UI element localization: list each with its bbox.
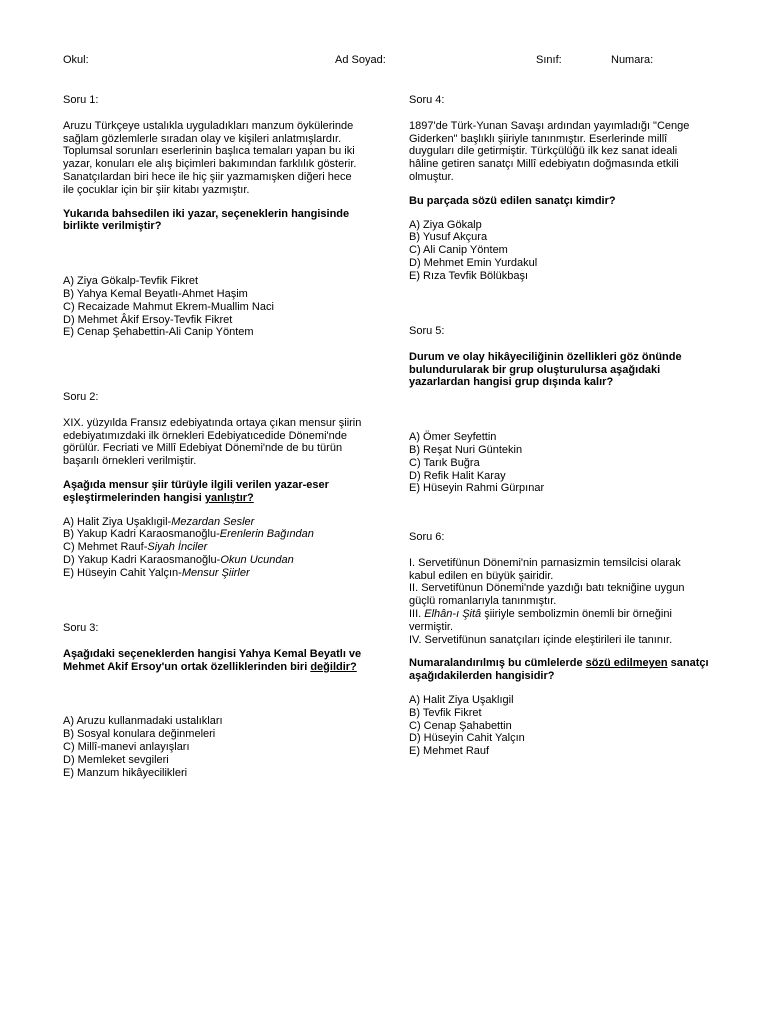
option-a[interactable]: A) Ziya Gökalp <box>409 218 482 231</box>
question-5 <box>409 325 709 531</box>
option-d[interactable]: D) Refik Halit Karay <box>409 469 506 482</box>
option-d[interactable]: D) Mehmet Emin Yurdakul <box>409 256 538 269</box>
question-1-label: Soru 1: <box>63 94 99 106</box>
question-6-label: Soru 6: <box>409 531 445 543</box>
question-3-prompt-emphasis: değildir? <box>310 660 357 673</box>
question-6-statements <box>409 557 709 647</box>
question-1-prompt: Yukarıda bahsedilen iki yazar, seçeneklerin hangisinde birlikte verilmiştir? <box>63 207 350 233</box>
question-2-label: Soru 2: <box>63 391 99 403</box>
class-label: Sınıf: <box>536 54 562 66</box>
statement-2: II. Servetifünun Dönemi'nde yazdığı batı tekniğine uygun güçlü romanlarıyla tanınmıştır. <box>409 582 685 608</box>
option-d[interactable] <box>63 554 363 567</box>
question-3-options <box>63 715 363 779</box>
number-label: Numara: <box>611 54 654 66</box>
question-5-prompt: Durum ve olay hikâyeciliğinin özellikleri göz önünde bulundurularak bir grup oluşturulursa aşağıdaki yazarlardan hangisi grup dışında kalır? <box>409 350 682 389</box>
option-d[interactable]: D) Hüseyin Cahit Yalçın <box>409 732 525 745</box>
option-a[interactable]: A) Ziya Gökalp-Tevfik Fikret <box>63 275 199 288</box>
question-5-options <box>409 431 709 495</box>
question-4-text: 1897'de Türk-Yunan Savaşı ardından yayımladığı "Cenge Giderken" başlıklı şiiriyle tanınmıştır. Eserlerinde millî duyguları dile getirmiştir. Türkçülüğü ilk kez sanat ideali hâline getiren sanatçı Millî edebiyatın doğmasında etkili olmuştur. <box>409 119 690 183</box>
option-author: D) Yakup Kadri Karaosmanoğlu- <box>63 553 221 566</box>
option-d[interactable]: D) Mehmet Âkif Ersoy-Tevfik Fikret <box>63 313 233 326</box>
question-6-prompt-text: Numaralandırılmış bu cümlelerde <box>409 657 586 670</box>
question-2 <box>63 391 363 622</box>
statement-3 <box>409 608 709 634</box>
option-e[interactable]: E) Cenap Şehabettin-Ali Canip Yöntem <box>63 326 254 339</box>
right-column <box>409 94 709 758</box>
question-6-prompt-tail: sanatçı aşağıdakilerden hangisidir? <box>409 657 709 683</box>
option-b[interactable]: B) Reşat Nuri Güntekin <box>409 443 523 456</box>
option-c[interactable]: C) Millî-manevi anlayışları <box>63 740 190 753</box>
option-e[interactable] <box>63 567 363 580</box>
question-6-prompt-emphasis: sözü edilmeyen <box>585 657 668 670</box>
option-b[interactable]: B) Tevfik Fikret <box>409 706 482 719</box>
question-4-prompt: Bu parçada sözü edilen sanatçı kimdir? <box>409 194 616 207</box>
option-d[interactable]: D) Memleket sevgileri <box>63 753 169 766</box>
question-2-prompt-text: Aşağıda mensur şiir türüyle ilgili verilen yazar-eser eşleştirmelerinden hangisi <box>63 478 329 504</box>
statement-4: IV. Servetifünun sanatçıları içinde eleştirileri ile tanınır. <box>409 633 673 646</box>
option-e[interactable]: E) Mehmet Rauf <box>409 745 490 758</box>
statement-3-number: III. <box>409 607 425 620</box>
question-4 <box>409 94 709 325</box>
question-5-label: Soru 5: <box>409 325 445 337</box>
option-a[interactable] <box>63 516 363 529</box>
question-4-options <box>409 219 709 283</box>
statement-3-text: şiiriyle sembolizmin önemli bir örneğini vermiştir. <box>409 607 672 633</box>
question-2-text: XIX. yüzyılda Fransız edebiyatında ortaya çıkan mensur şiirin edebiyatımızdaki ilk örnekleri Edebiyatıcedide Dönemi'nde görülür. Fecriati ve Millî Edebiyat Dönemi'nde de bu türün başarılı örnekleri verilmiştir. <box>63 416 362 468</box>
option-author: B) Yakup Kadri Karaosmanoğlu- <box>63 528 220 541</box>
option-author: E) Hüseyin Cahit Yalçın- <box>63 566 182 579</box>
name-label: Ad Soyad: <box>335 54 386 66</box>
question-6-options <box>409 694 709 758</box>
option-c[interactable]: C) Ali Canip Yöntem <box>409 244 508 257</box>
question-6-prompt <box>409 657 709 683</box>
option-e[interactable]: E) Manzum hikâyecilikleri <box>63 766 188 779</box>
option-b[interactable] <box>63 528 363 541</box>
option-b[interactable]: B) Yahya Kemal Beyatlı-Ahmet Haşim <box>63 287 248 300</box>
statement-3-work: Elhân-ı Şitâ <box>424 607 482 620</box>
question-6 <box>409 531 709 758</box>
option-work: Okun Ucundan <box>220 553 294 566</box>
question-3-prompt <box>63 648 363 674</box>
question-4-label: Soru 4: <box>409 94 445 106</box>
option-author: A) Halit Ziya Uşaklıgil- <box>63 515 172 528</box>
option-a[interactable]: A) Aruzu kullanmadaki ustalıkları <box>63 715 223 728</box>
option-b[interactable]: B) Yusuf Akçura <box>409 231 488 244</box>
question-1 <box>63 94 363 391</box>
option-work: Mensur Şiirler <box>181 566 250 579</box>
option-work: Mezardan Sesler <box>171 515 255 528</box>
question-2-prompt <box>63 479 363 505</box>
question-2-options <box>63 516 363 580</box>
option-author: C) Mehmet Rauf- <box>63 541 148 554</box>
option-e[interactable]: E) Hüseyin Rahmi Gürpınar <box>409 482 545 495</box>
question-1-text: Aruzu Türkçeye ustalıkla uyguladıkları manzum öykülerinde sağlam gözlemlerle sıradan olay ve kişileri anlatmışlardır. Toplumsal sorunları eserlerinin başlıca temaları yapan bu iki yazar, konuları ele alış biçimleri bakımından farklılık gösterir. Sanatçılardan biri hece ile hiç şiir yazmamışken diğeri hece ile çocuklar için bir şiir kitabı yazmıştır. <box>63 119 357 196</box>
left-column <box>63 94 363 779</box>
question-3-prompt-text: Aşağıdaki seçeneklerden hangisi Yahya Kemal Beyatlı ve Mehmet Akif Ersoy'un ortak özelliklerinden biri <box>63 647 362 673</box>
question-3-label: Soru 3: <box>63 622 99 634</box>
option-b[interactable]: B) Sosyal konulara değinmeleri <box>63 728 216 741</box>
question-1-options <box>63 275 363 339</box>
option-c[interactable]: C) Recaizade Mahmut Ekrem-Muallim Naci <box>63 300 274 313</box>
option-work: Siyah İnciler <box>147 541 208 554</box>
option-a[interactable]: A) Halit Ziya Uşaklıgil <box>409 693 514 706</box>
option-e[interactable]: E) Rıza Tevfik Bölükbaşı <box>409 269 529 282</box>
option-c[interactable] <box>63 541 363 554</box>
statement-1: I. Servetifünun Dönemi'nin parnasizmin temsilcisi olarak kabul edilen en büyük şairidir. <box>409 556 681 582</box>
question-3 <box>63 622 363 779</box>
option-c[interactable]: C) Tarık Buğra <box>409 456 480 469</box>
school-label: Okul: <box>63 54 89 66</box>
option-a[interactable]: A) Ömer Seyfettin <box>409 431 497 444</box>
option-c[interactable]: C) Cenap Şahabettin <box>409 719 512 732</box>
option-work: Erenlerin Bağından <box>219 528 314 541</box>
question-2-prompt-emphasis: yanlıştır? <box>204 491 254 504</box>
